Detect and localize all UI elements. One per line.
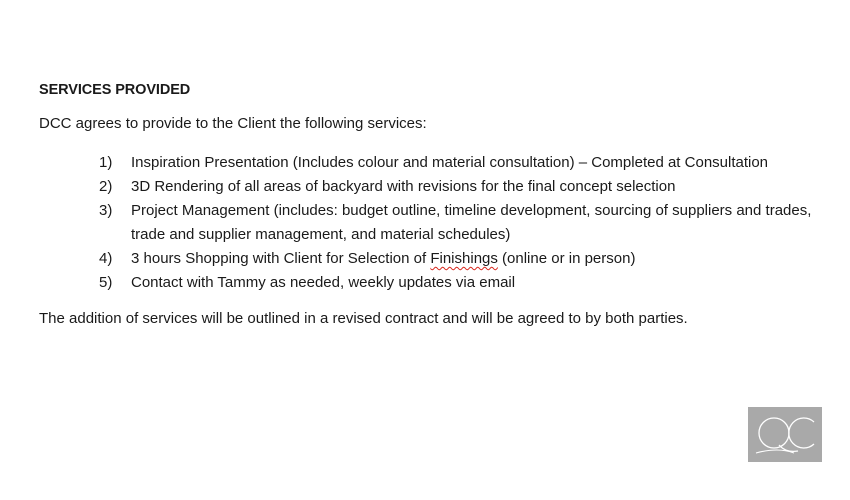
list-item-text: (online or in person) xyxy=(497,250,636,267)
list-item xyxy=(39,271,831,295)
closing-paragraph: The addition of services will be outlined in a revised contract and will be agreed to by both parties. xyxy=(39,310,688,327)
list-item xyxy=(39,199,831,247)
services-list xyxy=(39,151,839,295)
list-item-number: 4) xyxy=(99,250,113,267)
list-item-number: 1) xyxy=(99,154,113,171)
list-item-text: Project Management (includes: budget outline, timeline development, sourcing of suppliers and trades, trade and supplier management, and material schedules) xyxy=(131,202,812,243)
list-item-number: 3) xyxy=(99,202,113,219)
list-item-text: Contact with Tammy as needed, weekly updates via email xyxy=(131,274,516,291)
qc-logo xyxy=(748,407,822,462)
list-item-text: 3 hours Shopping with Client for Selection of xyxy=(131,250,431,267)
list-item xyxy=(39,151,831,175)
list-item xyxy=(39,247,831,271)
list-item-text: Inspiration Presentation (Includes colour and material consultation) – Completed at Consultation xyxy=(131,154,769,171)
qc-logo-icon xyxy=(748,407,822,462)
document-body xyxy=(39,80,839,329)
list-item-number: 2) xyxy=(99,178,113,195)
spellcheck-flagged-word: Finishings xyxy=(430,250,498,267)
list-item xyxy=(39,175,831,199)
section-heading: SERVICES PROVIDED xyxy=(39,82,191,98)
list-item-text: 3D Rendering of all areas of backyard with revisions for the final concept selection xyxy=(131,178,676,195)
intro-paragraph: DCC agrees to provide to the Client the following services: xyxy=(39,115,427,132)
list-item-number: 5) xyxy=(99,274,113,291)
